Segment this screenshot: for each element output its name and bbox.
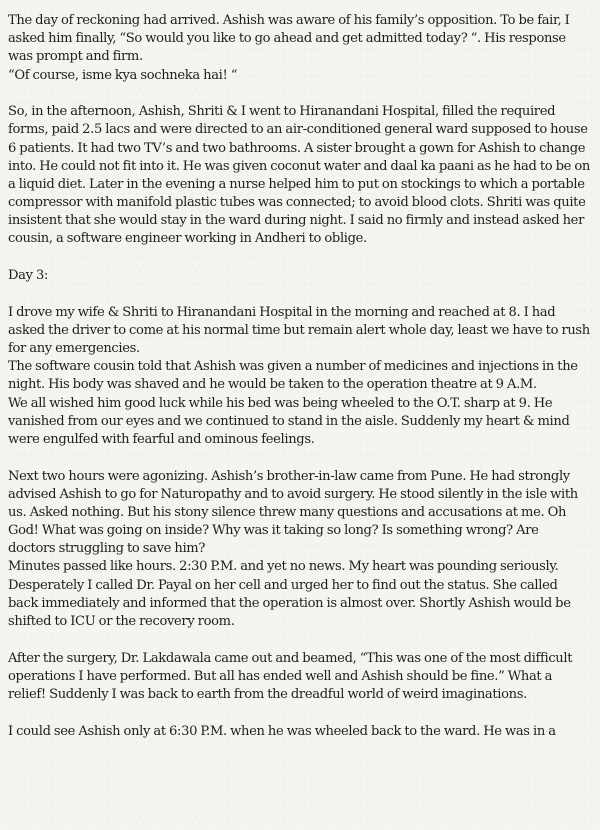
paragraph-gap bbox=[8, 85, 590, 103]
text-line: vanished from our eyes and we continued to stand in the aisle. Suddenly my heart & mind bbox=[8, 413, 570, 429]
text-line: I drove my wife & Shriti to Hiranandani Hospital in the morning and reached at 8. I had bbox=[8, 304, 556, 320]
text-line: I could see Ashish only at 6:30 P.M. when he was wheeled back to the ward. He was in a bbox=[8, 723, 556, 739]
text-line: compressor with manifold plastic tubes was connected; to avoid blood clots. Shriti was quite bbox=[8, 195, 586, 211]
paragraph bbox=[8, 304, 590, 450]
section-heading bbox=[8, 267, 590, 285]
text-line: “Of course, isme kya sochneka hai! “ bbox=[8, 67, 238, 83]
text-line: asked him finally, “So would you like to go ahead and get admitted today? “. His response bbox=[8, 31, 566, 47]
text-line: The software cousin told that Ashish was given a number of medicines and injections in the bbox=[8, 359, 578, 375]
text-line: asked the driver to come at his normal time but remain alert whole day, least we have to rush bbox=[8, 322, 590, 338]
paragraph bbox=[8, 468, 590, 632]
text-line: Desperately I called Dr. Payal on her cell and urged her to find out the status. She called bbox=[8, 577, 558, 593]
paragraph-gap bbox=[8, 449, 590, 467]
text-line: night. His body was shaved and he would be taken to the operation theatre at 9 A.M. bbox=[8, 377, 537, 393]
text-line: advised Ashish to go for Naturopathy and to avoid surgery. He stood silently in the isle with bbox=[8, 486, 578, 502]
text-line: operations I have performed. But all has ended well and Ashish should be fine.” What a bbox=[8, 668, 553, 684]
paragraph bbox=[8, 103, 590, 249]
text-line: insistent that she would stay in the ward during night. I said no firmly and instead asked her bbox=[8, 213, 584, 229]
paragraph bbox=[8, 650, 590, 705]
text-line: After the surgery, Dr. Lakdawala came out and beamed, “This was one of the most difficult bbox=[8, 650, 573, 666]
text-line: God! What was going on inside? Why was it taking so long? Is something wrong? Are bbox=[8, 523, 539, 539]
text-line: The day of reckoning had arrived. Ashish was aware of his family’s opposition. To be fair, I bbox=[8, 13, 570, 28]
text-line: was prompt and firm. bbox=[8, 49, 143, 65]
paragraph-gap bbox=[8, 631, 590, 649]
text-line: shifted to ICU or the recovery room. bbox=[8, 614, 235, 629]
text-line: Next two hours were agonizing. Ashish’s brother-in-law came from Pune. He had strongly bbox=[8, 468, 570, 484]
text-line: back immediately and informed that the operation is almost over. Shortly Ashish would be bbox=[8, 595, 571, 611]
text-line: cousin, a software engineer working in Andheri to oblige. bbox=[8, 231, 367, 247]
paragraph-gap bbox=[8, 704, 590, 722]
text-line: into. He could not fit into it. He was given coconut water and daal ka paani as he had to be on bbox=[8, 158, 590, 174]
text-line: Minutes passed like hours. 2:30 P.M. and yet no news. My heart was pounding seriously. bbox=[8, 559, 559, 575]
paragraph bbox=[8, 12, 590, 85]
text-line: relief! Suddenly I was back to earth from the dreadful world of weird imaginations. bbox=[8, 686, 527, 702]
text-line: forms, paid 2.5 lacs and were directed to an air-conditioned general ward supposed to house bbox=[8, 122, 588, 138]
paragraph-gap bbox=[8, 285, 590, 303]
paragraph bbox=[8, 723, 590, 741]
text-line: We all wished him good luck while his bed was being wheeled to the O.T. sharp at 9. He bbox=[8, 395, 553, 411]
text-line: for any emergencies. bbox=[8, 340, 140, 356]
text-line: were engulfed with fearful and ominous feelings. bbox=[8, 431, 315, 447]
text-line: Day 3: bbox=[8, 268, 49, 284]
text-line: doctors struggling to save him? bbox=[8, 541, 206, 557]
text-line: us. Asked nothing. But his stony silence threw many questions and accusations at me. Oh bbox=[8, 504, 567, 520]
paragraph-gap bbox=[8, 249, 590, 267]
text-line: 6 patients. It had two TV’s and two bathrooms. A sister brought a gown for Ashish to change bbox=[8, 140, 586, 156]
text-line: So, in the afternoon, Ashish, Shriti & I went to Hiranandani Hospital, filled the required bbox=[8, 104, 556, 120]
text-line: a liquid diet. Later in the evening a nurse helped him to put on stockings to which a portable bbox=[8, 176, 585, 192]
